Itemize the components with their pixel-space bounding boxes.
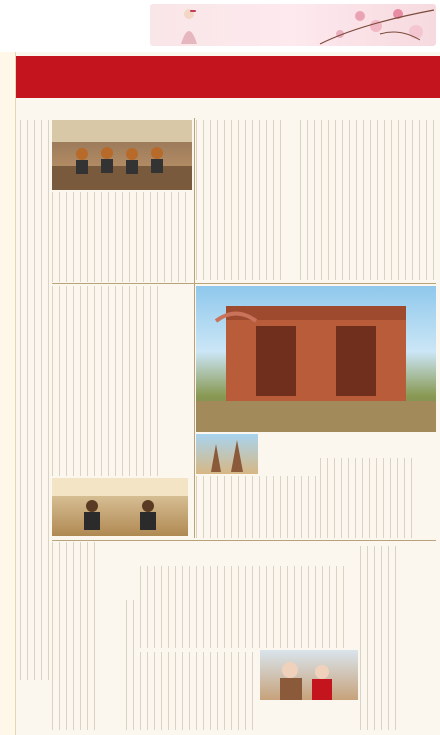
article-text-upper-mid — [196, 120, 286, 280]
article-text-upper-right — [300, 120, 436, 280]
ayutthaya-temple-photo[interactable] — [196, 286, 436, 432]
article-text-bottom-left — [52, 542, 96, 730]
article-text-bottom-mid — [140, 652, 256, 730]
slogan-badge — [190, 10, 196, 12]
pullquote-1 — [286, 134, 298, 204]
divider-horizontal-1 — [52, 283, 436, 284]
divider-horizontal-2 — [52, 540, 436, 541]
divider-vertical-1 — [194, 118, 195, 538]
article-text-opera — [140, 566, 350, 648]
left-directory-strip — [0, 52, 16, 735]
lecture-photo[interactable] — [52, 120, 192, 190]
headline-penghu — [404, 546, 434, 732]
headline-beigang-mazu — [98, 542, 124, 692]
headline-band — [16, 56, 440, 98]
article-text-lower-mid — [196, 476, 316, 538]
headline-dharma-assembly — [162, 286, 194, 476]
illustration-figure — [178, 6, 200, 46]
article-text-penghu — [360, 546, 402, 730]
article-text-middle-left — [52, 286, 158, 476]
article-text-bottom-left-2 — [126, 600, 140, 730]
pullquote-2 — [286, 210, 298, 280]
dharma-assembly-photo[interactable] — [52, 478, 188, 536]
article-text-lower-right — [320, 458, 416, 538]
article-text-left — [20, 120, 50, 680]
baby-ceremony-photo[interactable] — [260, 650, 358, 700]
article-text-main — [52, 192, 192, 282]
chedi-photo[interactable] — [196, 434, 258, 474]
